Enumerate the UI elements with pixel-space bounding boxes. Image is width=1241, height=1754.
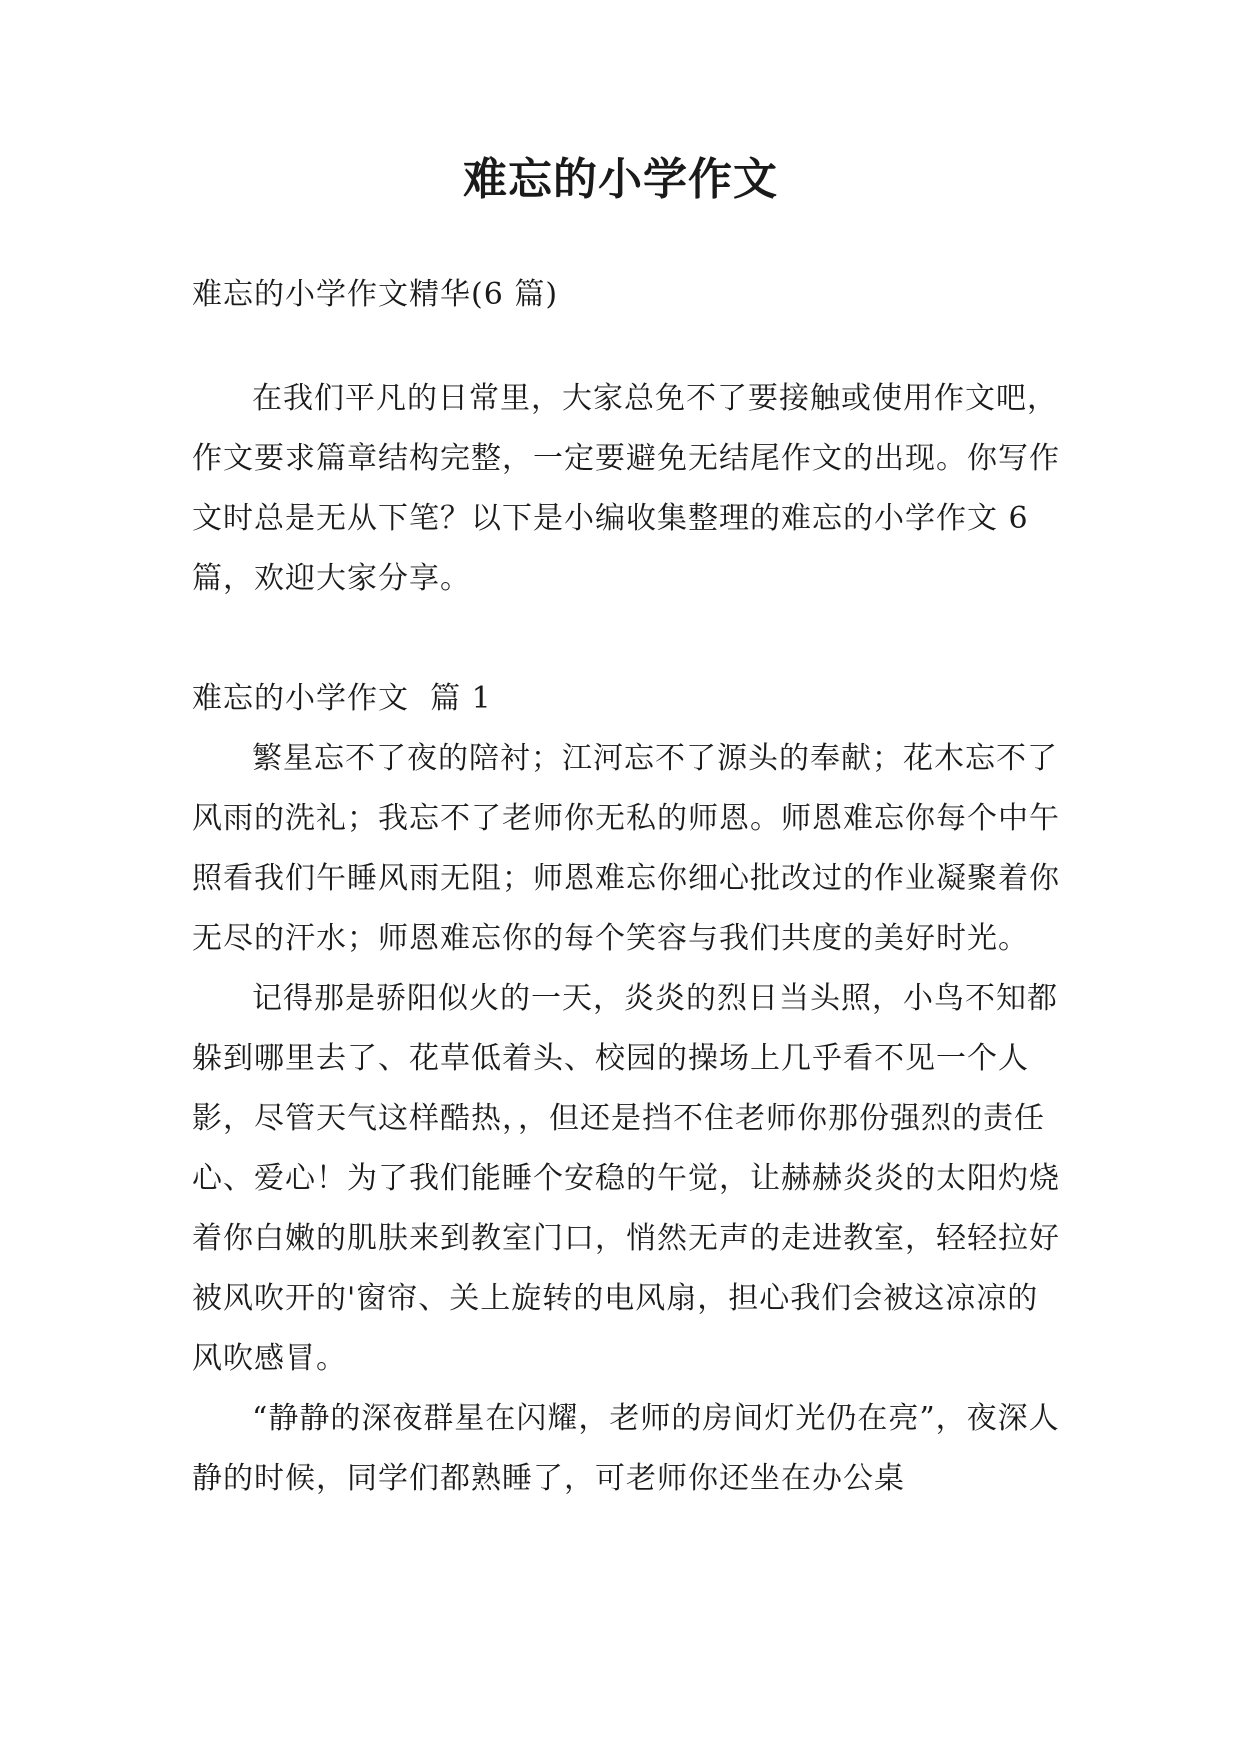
section-heading: 难忘的小学作文 篇 1 bbox=[192, 681, 492, 716]
document-title: 难忘的小学作文 bbox=[463, 154, 778, 205]
document-body bbox=[192, 265, 1062, 1509]
body-paragraph-3: “静静的深夜群星在闪耀，老师的房间灯光仍在亮”，夜深人静的时候，同学们都熟睡了，可老师你还坐在办公桌 bbox=[192, 1401, 1060, 1496]
intro-paragraph: 在我们平凡的日常里，大家总免不了要接触或使用作文吧，作文要求篇章结构完整，一定要避免无结尾作文的出现。你写作文时总是无从下笔？以下是小编收集整理的难忘的小学作文 6 篇，欢迎大家分享。 bbox=[192, 381, 1060, 596]
document-subtitle: 难忘的小学作文精华(6 篇) bbox=[192, 277, 559, 312]
body-paragraph-2: 记得那是骄阳似火的一天，炎炎的烈日当头照，小鸟不知都躲到哪里去了、花草低着头、校园的操场上几乎看不见一个人影，尽管天气这样酷热，，但还是挡不住老师你那份强烈的责任心、爱心！为了我们能睡个安稳的午觉，让赫赫炎炎的太阳灼烧着你白嫩的肌肤来到教室门口，悄然无声的走进教室，轻轻拉好被风吹开的'窗帘、关上旋转的电风扇，担心我们会被这凉凉的风吹感冒。 bbox=[192, 981, 1060, 1376]
body-paragraph-1: 繁星忘不了夜的陪衬；江河忘不了源头的奉献；花木忘不了风雨的洗礼；我忘不了老师你无私的师恩。师恩难忘你每个中午照看我们午睡风雨无阻；师恩难忘你细心批改过的作业凝聚着你无尽的汗水；师恩难忘你的每个笑容与我们共度的美好时光。 bbox=[192, 741, 1060, 956]
